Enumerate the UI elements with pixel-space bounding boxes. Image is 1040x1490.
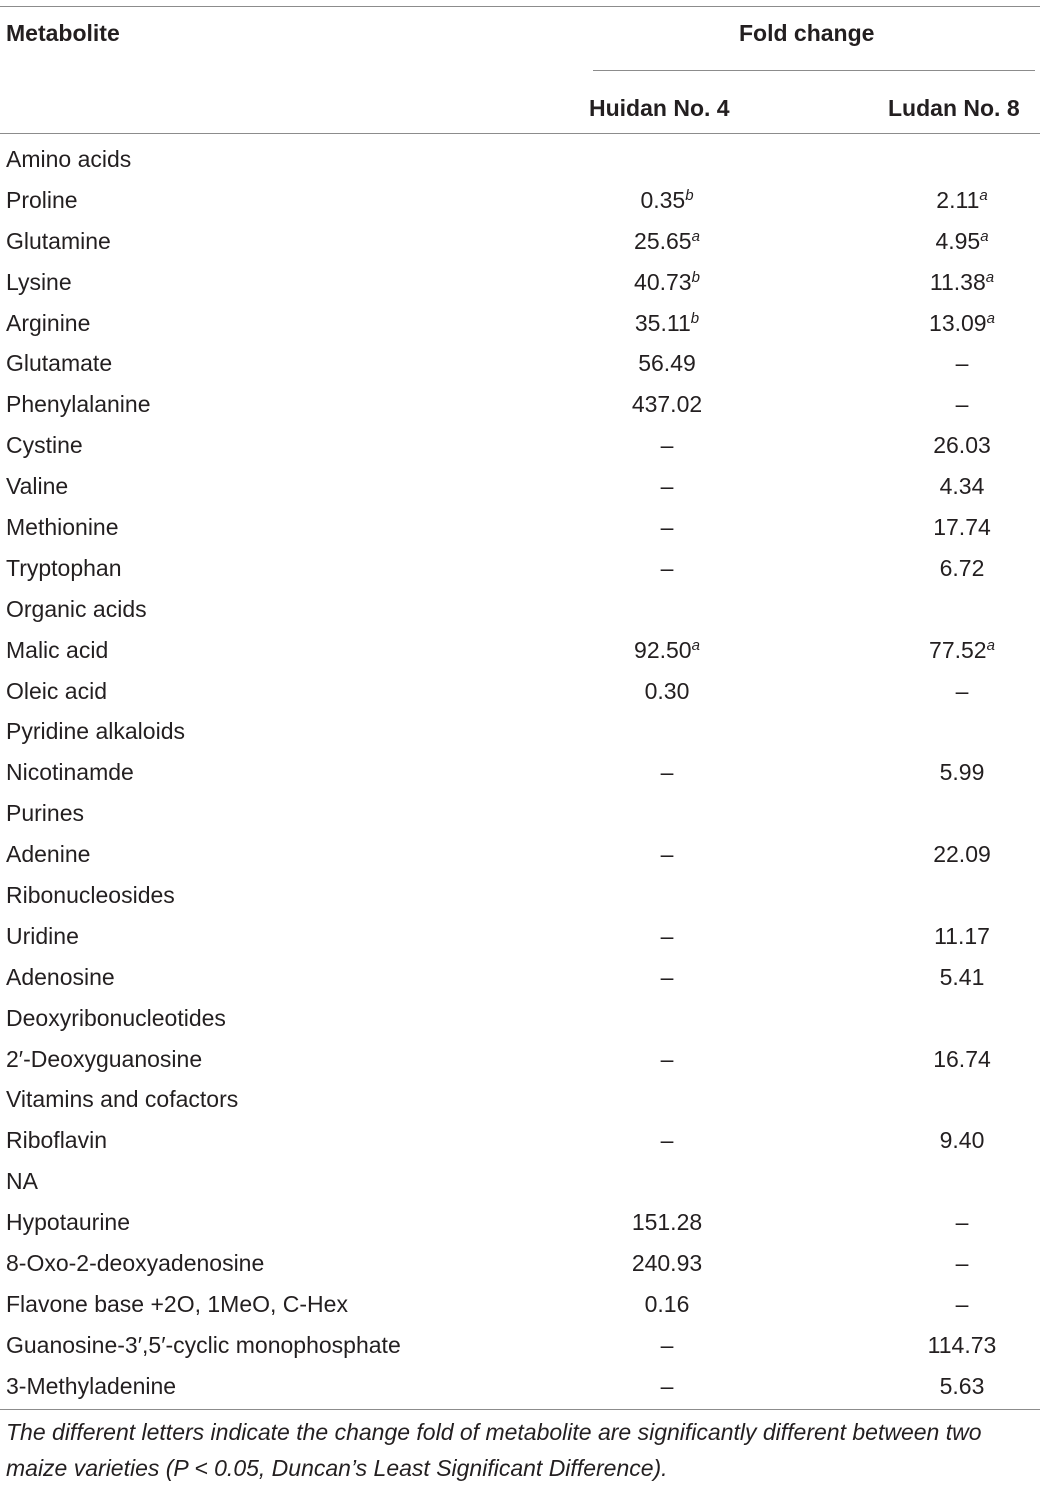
metabolite-name: Amino acids — [6, 146, 132, 172]
table-row — [0, 1079, 1040, 1120]
huidan-value-cell — [567, 1284, 767, 1324]
ludan-value: – — [955, 677, 969, 704]
ludan-value: 26.03 — [933, 432, 991, 459]
table-row — [0, 180, 1040, 221]
metabolite-name: Ribonucleosides — [6, 882, 175, 909]
metabolite-name: Organic acids — [6, 595, 147, 622]
huidan-value-cell — [567, 957, 767, 997]
table-row — [0, 793, 1040, 834]
ludan-value-cell — [862, 466, 1040, 506]
ludan-value-cell — [862, 384, 1040, 424]
huidan-value: – — [660, 514, 674, 541]
ludan-value-cell — [862, 752, 1040, 792]
ludan-value-cell — [862, 1243, 1040, 1283]
metabolite-name: Guanosine-3′,5′-cyclic monophosphate — [6, 1331, 401, 1358]
huidan-value-cell — [567, 221, 767, 261]
ludan-value: – — [955, 1209, 969, 1236]
metabolite-name: 8-Oxo-2-deoxyadenosine — [6, 1250, 265, 1277]
top-rule — [0, 6, 1040, 7]
huidan-value: – — [660, 473, 674, 500]
huidan-value-cell — [567, 1325, 767, 1365]
ludan-value: 4.34 — [939, 473, 985, 500]
huidan-value: 40.73 — [634, 268, 692, 295]
table-row — [0, 711, 1040, 752]
table-row — [0, 221, 1040, 262]
table-row — [0, 466, 1040, 507]
ludan-value: 4.95 — [935, 227, 981, 254]
huidan-value-cell — [567, 834, 767, 874]
huidan-value-cell — [567, 752, 767, 792]
significance-letter: a — [691, 636, 700, 654]
huidan-value: – — [660, 554, 674, 581]
ludan-value: – — [955, 1250, 969, 1277]
ludan-value-cell — [862, 630, 1040, 670]
huidan-value: 240.93 — [631, 1250, 703, 1277]
ludan-value-cell — [862, 507, 1040, 547]
table-row — [0, 630, 1040, 671]
metabolite-name: 2′-Deoxyguanosine — [6, 1045, 203, 1072]
table-body — [0, 139, 1040, 1407]
ludan-value-cell — [862, 671, 1040, 711]
huidan-value-cell — [567, 425, 767, 465]
table-row — [0, 384, 1040, 425]
ludan-value: 5.63 — [939, 1372, 985, 1399]
table-row — [0, 1284, 1040, 1325]
huidan-value: – — [660, 922, 674, 949]
table-row — [0, 589, 1040, 630]
table-row — [0, 1202, 1040, 1243]
huidan-value-cell — [567, 262, 767, 302]
metabolite-name: 3-Methyladenine — [6, 1372, 177, 1399]
huidan-value-cell — [567, 180, 767, 220]
ludan-value: 2.11 — [936, 186, 980, 213]
huidan-value: 0.30 — [644, 677, 690, 704]
huidan-value: 92.50 — [634, 636, 692, 663]
huidan-value-cell — [567, 343, 767, 383]
metabolite-name: Pyridine alkaloids — [6, 718, 185, 745]
metabolite-name: Arginine — [6, 309, 91, 336]
huidan-value: – — [660, 432, 674, 459]
ludan-value: 13.09 — [929, 309, 987, 336]
table-row — [0, 957, 1040, 998]
fold-change-underline — [593, 70, 1035, 71]
metabolite-name: Malic acid — [6, 636, 109, 663]
table-row — [0, 998, 1040, 1039]
table-row — [0, 875, 1040, 916]
huidan-column-header: Huidan No. 4 — [589, 95, 730, 121]
huidan-value-cell — [567, 1039, 767, 1079]
huidan-value-cell — [567, 671, 767, 711]
huidan-value: 35.11 — [634, 309, 691, 336]
table-row — [0, 548, 1040, 589]
table-row — [0, 1039, 1040, 1080]
table-row — [0, 1243, 1040, 1284]
ludan-value-cell — [862, 343, 1040, 383]
huidan-value: – — [660, 759, 674, 786]
metabolite-name: Adenine — [6, 841, 91, 868]
metabolite-name: Riboflavin — [6, 1127, 107, 1154]
footnote: The different letters indicate the change fold of metabolite are significantly different between two maize varieties (P < 0.05, Duncan’s Least Significant Difference). — [6, 1419, 982, 1481]
metabolite-name: Glutamine — [6, 227, 111, 254]
metabolite-name: Purines — [6, 800, 84, 827]
ludan-value-cell — [862, 916, 1040, 956]
ludan-value: 9.40 — [939, 1127, 985, 1154]
significance-letter: b — [685, 186, 694, 204]
huidan-value: – — [660, 841, 674, 868]
huidan-value: 0.16 — [644, 1290, 690, 1317]
huidan-value: 25.65 — [634, 227, 692, 254]
header-bottom-rule — [0, 133, 1040, 134]
huidan-value: 56.49 — [638, 350, 696, 377]
table-row — [0, 916, 1040, 957]
huidan-value-cell — [567, 1243, 767, 1283]
ludan-value-cell — [862, 1325, 1040, 1365]
huidan-value: – — [660, 1045, 674, 1072]
metabolite-name: Valine — [6, 473, 69, 500]
ludan-value: – — [955, 391, 969, 418]
ludan-value-cell — [862, 548, 1040, 588]
ludan-value-cell — [862, 303, 1040, 343]
huidan-value: – — [660, 963, 674, 990]
huidan-value-cell — [567, 1120, 767, 1160]
ludan-value-cell — [862, 221, 1040, 261]
table-row — [0, 1120, 1040, 1161]
huidan-value-cell — [567, 303, 767, 343]
ludan-value-cell — [862, 957, 1040, 997]
metabolite-name: Nicotinamde — [6, 759, 134, 786]
huidan-value-cell — [567, 548, 767, 588]
significance-letter: a — [691, 227, 700, 245]
ludan-value-cell — [862, 1284, 1040, 1324]
metabolite-name: Proline — [6, 186, 78, 213]
huidan-value-cell — [567, 1366, 767, 1406]
huidan-value: 437.02 — [631, 391, 703, 418]
ludan-value: 6.72 — [939, 554, 985, 581]
ludan-value: – — [955, 1290, 969, 1317]
metabolite-name: Adenosine — [6, 963, 115, 990]
ludan-value: 22.09 — [933, 841, 991, 868]
metabolite-header: Metabolite — [6, 20, 120, 46]
table-row — [0, 139, 1040, 180]
fold-change-header: Fold change — [739, 20, 875, 46]
ludan-value: 5.41 — [939, 963, 985, 990]
significance-letter: a — [979, 186, 988, 204]
huidan-value: 0.35 — [640, 186, 686, 213]
metabolite-name: Tryptophan — [6, 554, 122, 581]
ludan-value: 11.38 — [929, 268, 986, 295]
ludan-value-cell — [862, 1120, 1040, 1160]
significance-letter: a — [980, 227, 989, 245]
huidan-value: – — [660, 1331, 674, 1358]
ludan-value-cell — [862, 1039, 1040, 1079]
metabolite-name: Deoxyribonucleotides — [6, 1004, 226, 1031]
ludan-value: 17.74 — [933, 514, 991, 541]
significance-letter: a — [985, 268, 995, 286]
ludan-value: 77.52 — [929, 636, 987, 663]
table-row — [0, 425, 1040, 466]
bottom-rule — [0, 1409, 1040, 1410]
significance-letter: a — [986, 309, 995, 327]
huidan-value: – — [660, 1372, 674, 1399]
ludan-value: 11.17 — [934, 922, 990, 949]
significance-letter: a — [986, 636, 995, 654]
huidan-value: – — [660, 1127, 674, 1154]
ludan-value-cell — [862, 1366, 1040, 1406]
ludan-column-header: Ludan No. 8 — [888, 95, 1020, 121]
ludan-value: 16.74 — [933, 1045, 991, 1072]
huidan-value-cell — [567, 507, 767, 547]
metabolite-name: Phenylalanine — [6, 391, 151, 418]
metabolite-name: Oleic acid — [6, 677, 107, 704]
metabolite-name: Cystine — [6, 432, 83, 459]
metabolite-name: Vitamins and cofactors — [6, 1086, 239, 1113]
ludan-value-cell — [862, 834, 1040, 874]
table-row — [0, 262, 1040, 303]
huidan-value-cell — [567, 466, 767, 506]
huidan-value: 151.28 — [631, 1209, 703, 1236]
ludan-value-cell — [862, 262, 1040, 302]
ludan-value-cell — [862, 180, 1040, 220]
table-row — [0, 303, 1040, 344]
metabolite-name: Methionine — [6, 514, 119, 541]
metabolite-name: Lysine — [6, 268, 72, 295]
huidan-value-cell — [567, 916, 767, 956]
table-row — [0, 507, 1040, 548]
ludan-value-cell — [862, 1202, 1040, 1242]
table-row — [0, 671, 1040, 712]
significance-letter: b — [691, 268, 700, 286]
table-row — [0, 1161, 1040, 1202]
ludan-value: – — [955, 350, 969, 377]
table-row — [0, 834, 1040, 875]
table-row — [0, 1366, 1040, 1407]
huidan-value-cell — [567, 1202, 767, 1242]
metabolite-name: Flavone base +2O, 1MeO, C-Hex — [6, 1290, 348, 1317]
table-row — [0, 752, 1040, 793]
huidan-value-cell — [567, 384, 767, 424]
table-row — [0, 1325, 1040, 1366]
metabolite-name: Hypotaurine — [6, 1209, 131, 1236]
metabolite-name: NA — [6, 1168, 38, 1195]
ludan-value: 5.99 — [939, 759, 985, 786]
metabolite-name: Glutamate — [6, 350, 113, 377]
table-row — [0, 343, 1040, 384]
ludan-value: 114.73 — [927, 1331, 997, 1358]
ludan-value-cell — [862, 425, 1040, 465]
significance-letter: b — [690, 309, 700, 327]
metabolite-name: Uridine — [6, 922, 79, 949]
huidan-value-cell — [567, 630, 767, 670]
